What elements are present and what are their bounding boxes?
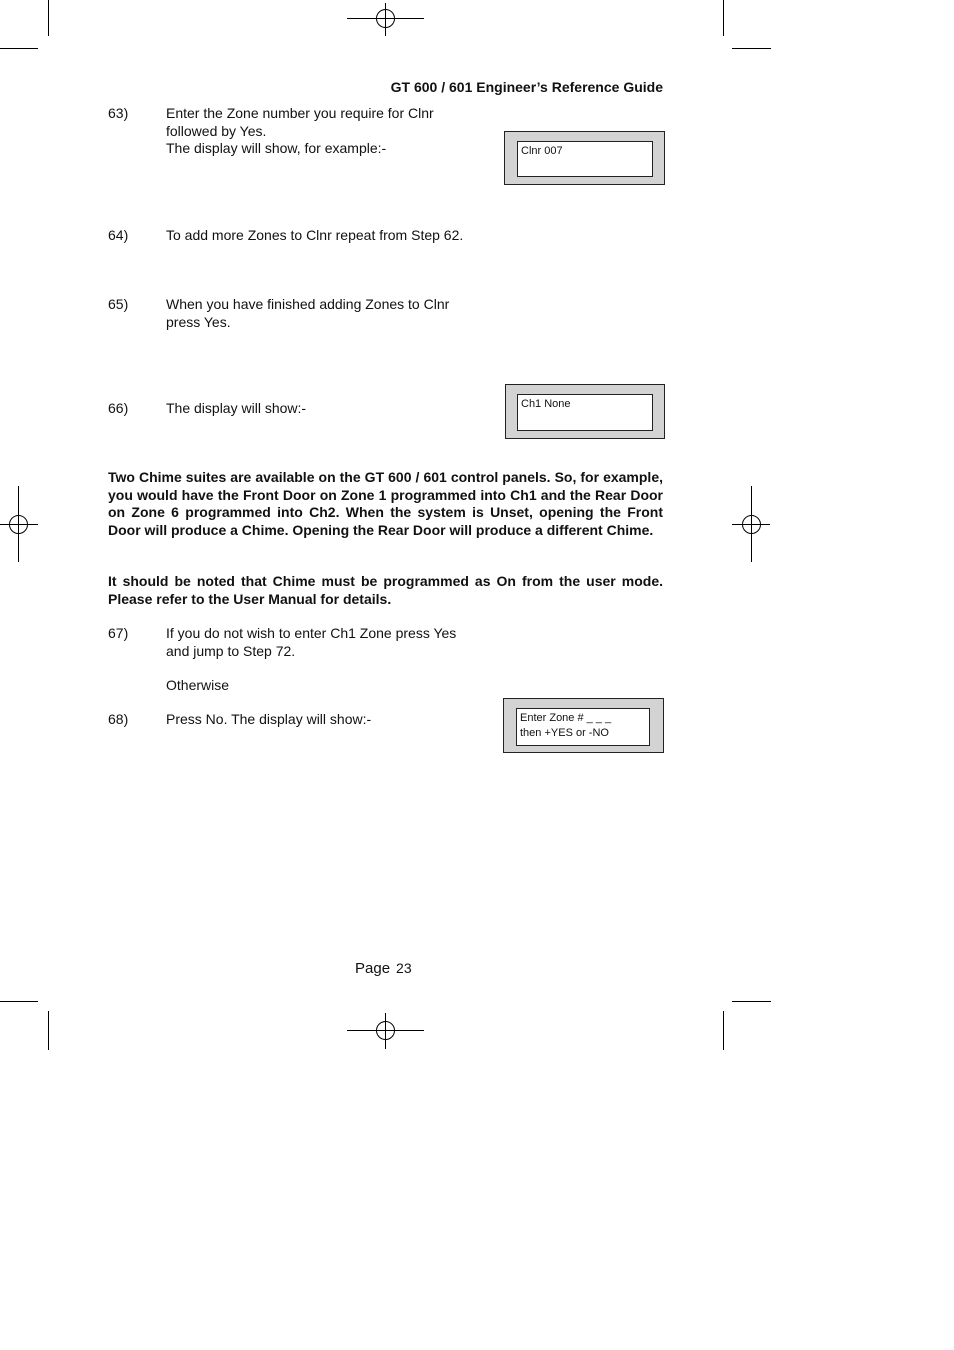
step-number: 63) xyxy=(108,105,129,121)
step-line: and jump to Step 72. xyxy=(166,642,296,659)
step-line: Enter the Zone number you require for Clnr xyxy=(166,105,434,121)
step-number: 67) xyxy=(108,625,129,641)
keypad-display xyxy=(503,698,664,753)
display-screen xyxy=(517,141,653,177)
display-screen xyxy=(517,394,653,431)
display-line: Clnr 007 xyxy=(521,145,563,157)
keypad-display xyxy=(504,131,665,185)
display-line: Enter Zone # _ _ _ xyxy=(520,712,612,724)
display-screen xyxy=(516,708,650,746)
page-label: Page xyxy=(355,960,391,977)
user-mode-note-paragraph: It should be noted that Chime must be programmed as On from the user mode. Please refer to the User Manual for details. xyxy=(108,573,663,607)
page-footer xyxy=(355,960,412,977)
page-number: 23 xyxy=(396,960,412,976)
step-text xyxy=(166,400,306,418)
otherwise-text: Otherwise xyxy=(166,677,230,693)
step-number: 65) xyxy=(108,296,129,312)
step-text xyxy=(166,227,463,245)
step-number: 68) xyxy=(108,711,129,727)
step-number: 64) xyxy=(108,227,129,243)
display-line: then +YES or -NO xyxy=(520,727,609,739)
step-text xyxy=(166,105,434,158)
page-header-title: GT 600 / 601 Engineer’s Reference Guide xyxy=(390,79,663,95)
step-line: If you do not wish to enter Ch1 Zone press Yes xyxy=(166,625,457,641)
step-text xyxy=(166,711,371,729)
step-line: press Yes. xyxy=(166,313,231,330)
step-line: followed by Yes. xyxy=(166,122,267,139)
step-text xyxy=(166,296,449,331)
step-text xyxy=(166,625,456,660)
step-line: The display will show, for example:- xyxy=(166,140,387,156)
step-number: 66) xyxy=(108,400,129,416)
step-line: To add more Zones to Clnr repeat from Step 62. xyxy=(166,227,464,243)
chime-note-paragraph: Two Chime suites are available on the GT 600 / 601 control panels. So, for example, you would have the Front Door on Zone 1 programmed into Ch1 and the Rear Door on Zone 6 programmed into Ch2. When the system is Unset, opening the Front Door will produce a Chime. Opening the Rear Door will produce a different Chime. xyxy=(108,469,663,538)
step-line: When you have finished adding Zones to Clnr xyxy=(166,296,450,312)
display-line: Ch1 None xyxy=(521,398,571,410)
keypad-display xyxy=(505,384,665,439)
step-line: Press No. The display will show:- xyxy=(166,711,372,727)
step-line: The display will show:- xyxy=(166,400,307,416)
